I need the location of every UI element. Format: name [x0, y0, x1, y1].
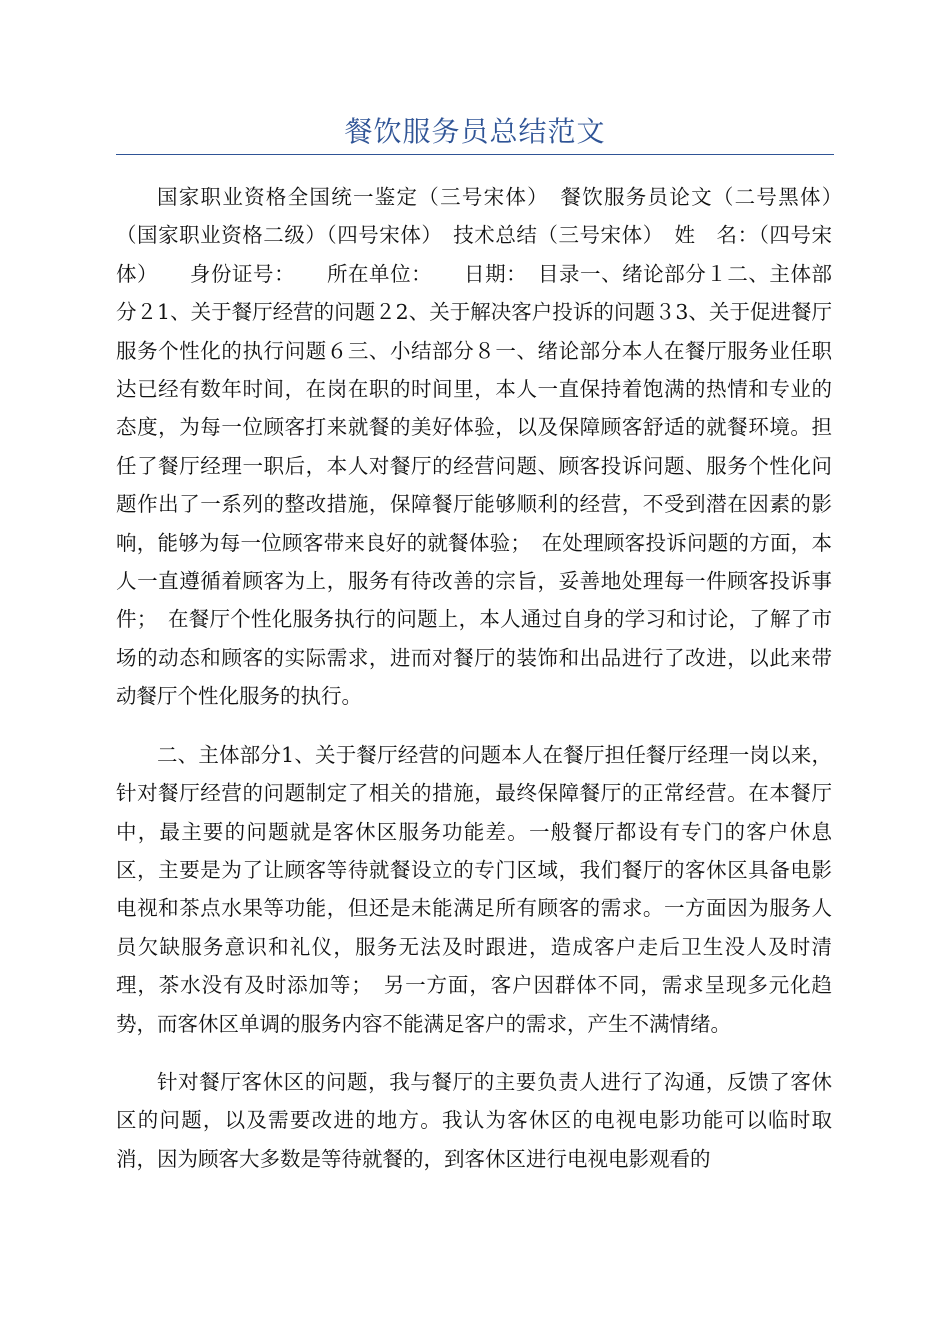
title-underline: [116, 154, 834, 155]
document-body: [116, 178, 853, 1178]
document-title: 餐饮服务员总结范文: [344, 115, 606, 148]
paragraph-intro: 国家职业资格全国统一鉴定（三号宋体） 餐饮服务员论文（二号黑体） （国家职业资格二级）（四号宋体） 技术总结（三号宋体） 姓 名：（四号宋体） 身份证号： 所在单位： 日期： 目录一、绪论部分１二、主体部分２1、关于餐厅经营的问题２2、关于解决客户投诉的问题３3、关于促进餐厅服务个性化的执行问题６三、小结部分８一、绪论部分本人在餐厅服务业任职达已经有数年时间，在岗在职的时间里，本人一直保持着饱满的热情和专业的态度，为每一位顾客打来就餐的美好体验，以及保障顾客舒适的就餐环境。担任了餐厅经理一职后，本人对餐厅的经营问题、顾客投诉问题、服务个性化问题作出了一系列的整改措施，保障餐厅能够顺利的经营，不受到潜在因素的影响，能够为每一位顾客带来良好的就餐体验； 在处理顾客投诉问题的方面，本人一直遵循着顾客为上，服务有待改善的宗旨，妥善地处理每一件顾客投诉事件； 在餐厅个性化服务执行的问题上，本人通过自身的学习和讨论，了解了市场的动态和顾客的实际需求，进而对餐厅的装饰和出品进行了改进，以此来带动餐厅个性化服务的执行。: [116, 185, 853, 709]
paragraph-main-body: 二、主体部分1、关于餐厅经营的问题本人在餐厅担任餐厅经理一岗以来，针对餐厅经营的问题制定了相关的措施，最终保障餐厅的正常经营。在本餐厅中，最主要的问题就是客休区服务功能差。一般餐厅都设有专门的客户休息区，主要是为了让顾客等待就餐设立的专门区域，我们餐厅的客休区具备电影电视和茶点水果等功能，但还是未能满足所有顾客的需求。一方面因为服务人员欠缺服务意识和礼仪，服务无法及时跟进，造成客户走后卫生没人及时清理，茶水没有及时添加等； 另一方面，客户因群体不同，需求呈现多元化趋势，而客休区单调的服务内容不能满足客户的需求，产生不满情绪。: [116, 742, 832, 1036]
paragraph-rest-area: 针对餐厅客休区的问题，我与餐厅的主要负责人进行了沟通，反馈了客休区的问题，以及需要改进的地方。我认为客休区的电视电影功能可以临时取消，因为顾客大多数是等待就餐的，到客休区进行电视电影观看的: [116, 1069, 832, 1171]
